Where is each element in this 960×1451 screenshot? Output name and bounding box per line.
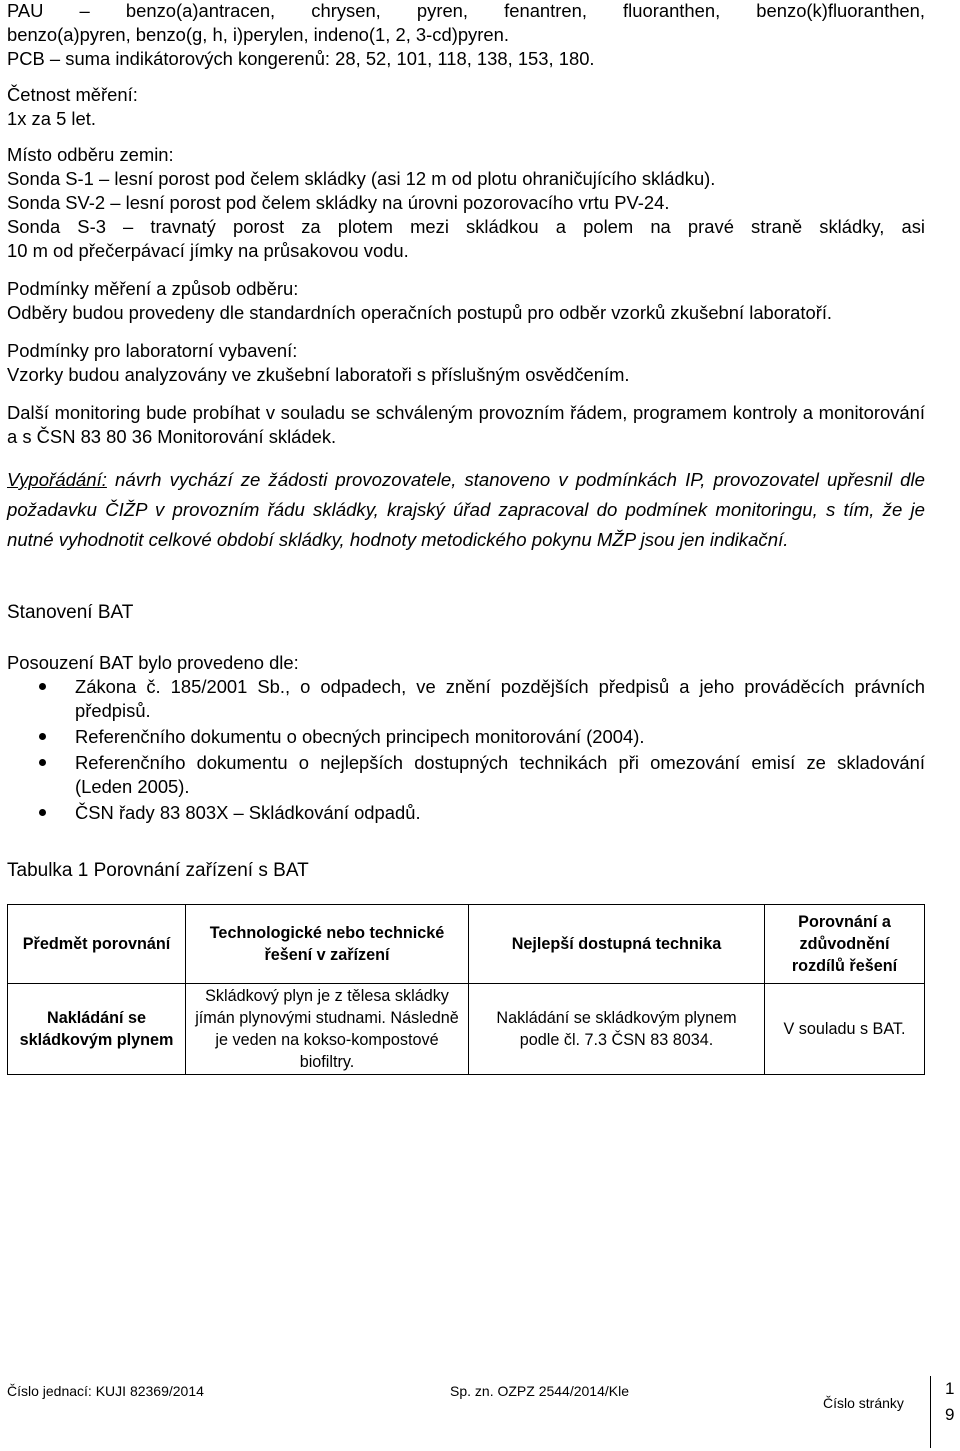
list-item: ČSN řady 83 803X – Skládkování odpadů. [7, 801, 925, 825]
frequency-value: 1x za 5 let. [7, 108, 96, 129]
table-cell: Nakládání se skládkovým plynem podle čl. 7.3 ČSN 83 8034. [469, 984, 765, 1075]
table-caption: Tabulka 1 Porovnání zařízení s BAT [7, 860, 309, 881]
sampling-label: Místo odběru zemin: [7, 144, 174, 165]
list-item: Zákona č. 185/2001 Sb., o odpadech, ve znění pozdějších předpisů a jeho prováděcích právních předpisů. [7, 675, 925, 723]
probe-s1: Sonda S-1 – lesní porost pod čelem skládky (asi 12 m od plotu ohraničujícího skládku). [7, 168, 716, 189]
page-current: 1 [945, 1379, 955, 1398]
conditions-text: Odběry budou provedeny dle standardních operačních postupů pro odběr vzorků zkušební laboratoří. [7, 302, 833, 323]
pcb-line: PCB – suma indikátorových kongerenů: 28, 52, 101, 118, 138, 153, 180. [7, 48, 595, 69]
frequency-label: Četnost měření: [7, 84, 138, 105]
reference-number: Číslo jednací: KUJI 82369/2014 [7, 1383, 204, 1399]
settlement-paragraph [7, 465, 925, 555]
bullet-icon [39, 809, 46, 816]
lab-label: Podmínky pro laboratorní vybavení: [7, 340, 298, 361]
table-cell: Skládkový plyn je z tělesa skládky jímán plynovými studnami. Následně je veden na kokso-kompostové biofiltry. [186, 984, 469, 1075]
lab-text: Vzorky budou analyzovány ve zkušební laboratoři s příslušným osvědčením. [7, 364, 630, 385]
pau-line-1: PAU – benzo(a)antracen, chrysen, pyren, fenantren, fluoranthen, benzo(k)fluoranthen, [7, 0, 925, 21]
table-row [8, 984, 925, 1075]
bullet-icon [39, 733, 46, 740]
column-header: Porovnání a zdůvodnění rozdílů řešení [765, 905, 925, 984]
bullet-icon [39, 759, 46, 766]
settlement-text: návrh vychází ze žádosti provozovatele, stanoveno v podmínkách IP, provozovatel upřesnil dle požadavku ČIŽP v provozním řádu skládky, krajský úřad zapracoval do podmínek monitoringu, s tím, že je nutné vyhodnotit celkové období skládky, hodnoty metodického pokynu MŽP jsou jen indikační. [7, 469, 925, 550]
further-monitoring: Další monitoring bude probíhat v souladu se schváleným provozním řádem, programem kontroly a monitorování a s ČSN 83 80 36 Monitorování skládek. [7, 402, 925, 447]
table-cell: V souladu s BAT. [765, 984, 925, 1075]
settlement-label: Vypořádání: [7, 469, 107, 490]
column-header: Předmět porovnání [8, 905, 186, 984]
table-cell: Nakládání se skládkovým plynem [8, 984, 186, 1075]
bat-heading: Stanovení BAT [7, 602, 134, 623]
page-number [930, 1376, 954, 1448]
bat-sources-list [7, 675, 925, 825]
bat-intro: Posouzení BAT bylo provedeno dle: [7, 652, 299, 673]
bat-comparison-table [7, 904, 925, 1075]
pau-line-2: benzo(a)pyren, benzo(g, h, i)perylen, indeno(1, 2, 3-cd)pyren. [7, 24, 509, 45]
page-number-label: Číslo stránky [823, 1395, 904, 1411]
column-header: Technologické nebo technické řešení v zařízení [186, 905, 469, 984]
probe-sv2: Sonda SV-2 – lesní porost pod čelem skládky na úrovni pozorovacího vrtu PV-24. [7, 192, 670, 213]
table-header-row [8, 905, 925, 984]
list-item: Referenčního dokumentu o obecných principech monitorování (2004). [7, 725, 925, 749]
file-number: Sp. zn. OZPZ 2544/2014/Kle [450, 1383, 629, 1399]
page-total: 9 [945, 1405, 955, 1424]
bullet-icon [39, 683, 46, 690]
probe-s3-line-2: 10 m od přečerpávací jímky na průsakovou vodu. [7, 240, 409, 261]
list-item: Referenčního dokumentu o nejlepších dostupných technikách při omezování emisí ze skladování (Leden 2005). [7, 751, 925, 799]
conditions-label: Podmínky měření a způsob odběru: [7, 278, 299, 299]
column-header: Nejlepší dostupná technika [469, 905, 765, 984]
document-page [7, 0, 925, 1075]
probe-s3-line-1: Sonda S-3 – travnatý porost za plotem mezi skládkou a polem na pravé straně skládky, asi [7, 216, 925, 237]
